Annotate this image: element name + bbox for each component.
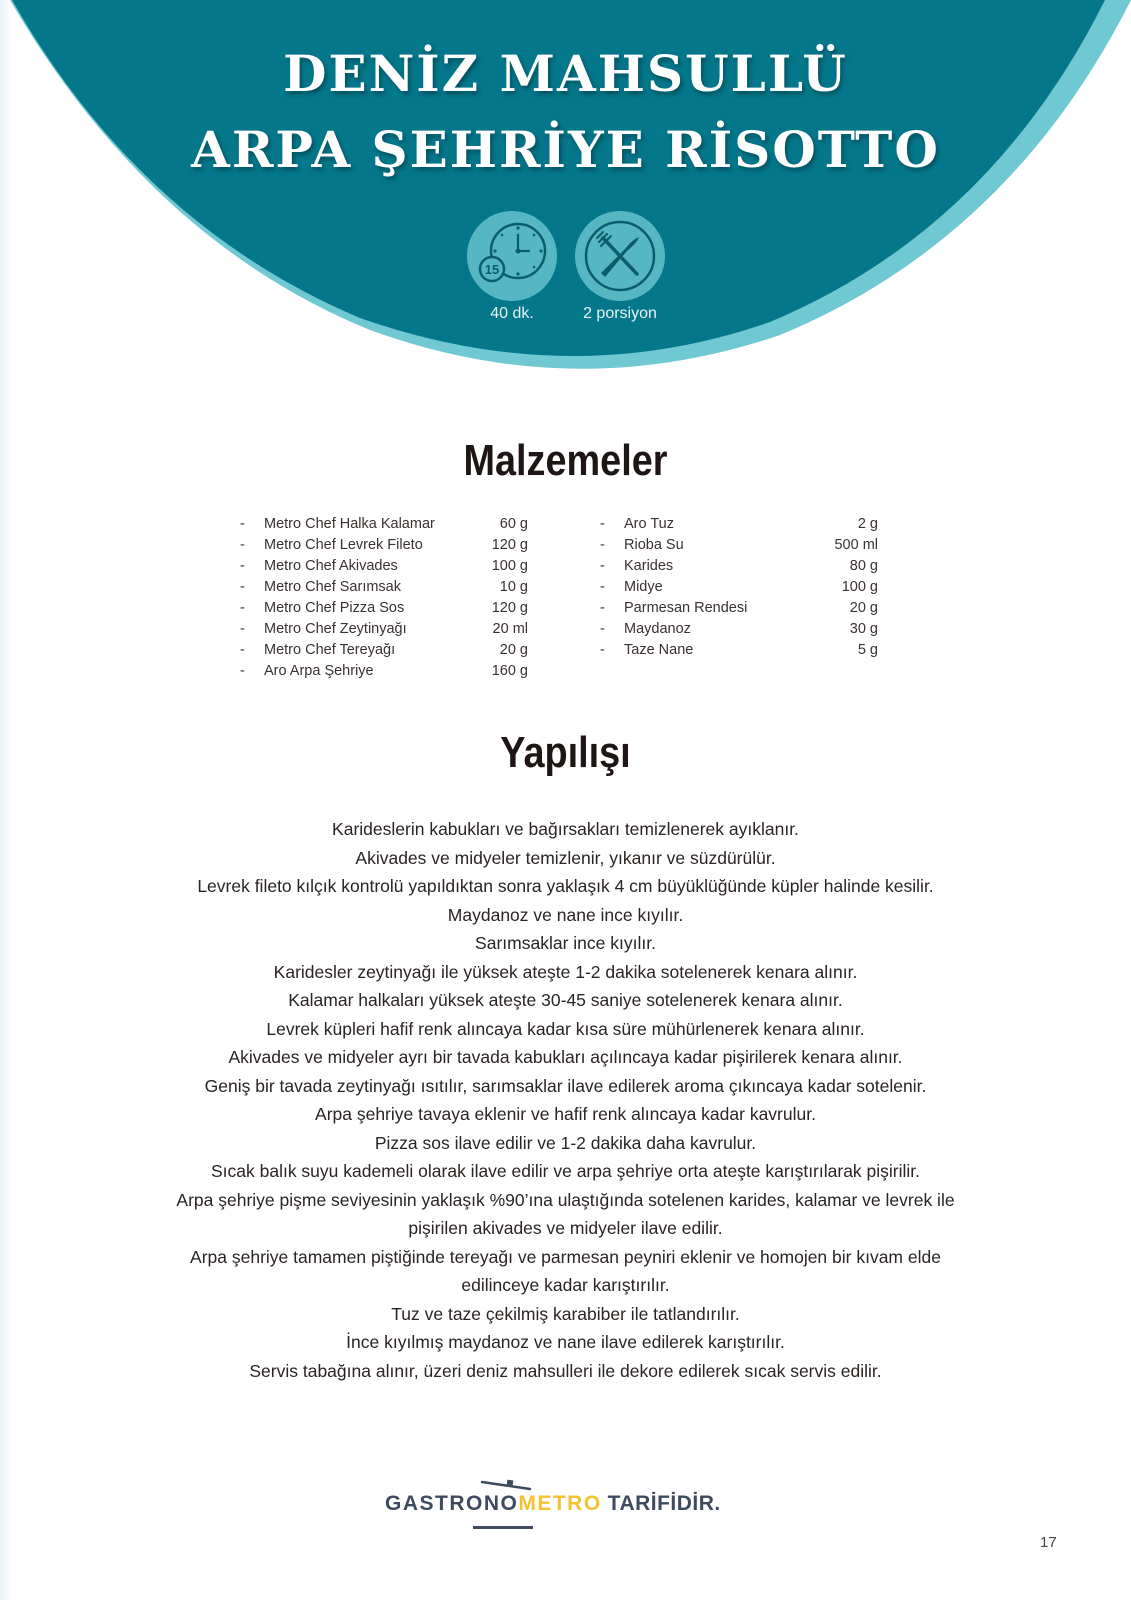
logo-underline — [473, 1526, 533, 1529]
method-step: Arpa şehriye tavaya eklenir ve hafif renk alıncaya kadar kavrulur. — [315, 1104, 816, 1124]
gastronometro-logo — [385, 1484, 725, 1544]
ingredient-quantity: 120 g — [491, 600, 528, 616]
ingredient-dash: - — [600, 537, 605, 553]
ingredient-quantity: 5 g — [857, 642, 878, 658]
ingredient-quantity: 30 g — [849, 621, 878, 637]
ingredient-item — [240, 661, 528, 682]
ingredient-dash: - — [240, 600, 245, 616]
ingredient-quantity: 500 ml — [834, 537, 878, 553]
ingredient-item — [600, 598, 878, 619]
ingredient-dash: - — [600, 621, 605, 637]
time-badge-number: 15 — [484, 262, 500, 277]
logo-text — [385, 1492, 721, 1516]
ingredient-dash: - — [240, 558, 245, 574]
ingredient-item — [240, 577, 528, 598]
recipe-title-line2: ARPA ŞEHRİYE RİSOTTO — [191, 120, 940, 179]
page-number: 17 — [1040, 1534, 1057, 1551]
time-label: 40 dk. — [490, 305, 534, 322]
method-step: Maydanoz ve nane ince kıyılır. — [447, 904, 684, 925]
ingredient-name: Taze Nane — [624, 642, 694, 658]
ingredient-item — [240, 535, 528, 556]
ingredient-item — [240, 556, 528, 577]
ingredient-quantity: 20 g — [499, 642, 528, 658]
method-step: Arpa şehriye tamamen piştiğinde tereyağı ve parmesan peyniri eklenir ve homojen bir kıvam elde edilinceye kadar karıştırılır. — [190, 1246, 941, 1295]
method-step: Levrek küpleri hafif renk alıncaya kadar kısa süre mühürlenerek kenara alınır. — [266, 1018, 865, 1039]
ingredient-dash: - — [240, 579, 245, 595]
ingredient-item — [600, 619, 878, 640]
ingredient-item — [600, 514, 878, 535]
ingredient-quantity: 20 g — [849, 600, 878, 616]
ingredient-dash: - — [240, 663, 245, 679]
ingredient-quantity: 120 g — [491, 537, 528, 553]
logo-gastrono: GASTRONO — [385, 1492, 519, 1515]
ingredient-item — [600, 577, 878, 598]
ingredient-item — [600, 556, 878, 577]
ingredient-name: Metro Chef Zeytinyağı — [264, 621, 407, 637]
ingredient-quantity: 60 g — [499, 516, 528, 532]
ingredient-item — [240, 598, 528, 619]
logo-tarifidir: TARİFİDİR. — [607, 1492, 721, 1515]
ingredient-name: Metro Chef Sarımsak — [264, 579, 401, 595]
ingredient-dash: - — [600, 558, 605, 574]
ingredient-name: Parmesan Rendesi — [624, 600, 748, 616]
ingredient-item — [600, 535, 878, 556]
ingredients-heading: Malzemeler — [463, 436, 668, 485]
recipe-title-line1: DENİZ MAHSULLÜ — [283, 44, 848, 103]
ingredient-name: Rioba Su — [624, 537, 684, 553]
ingredient-quantity: 20 ml — [492, 621, 528, 637]
method-step: Servis tabağına alınır, üzeri deniz mahsulleri ile dekore edilerek sıcak servis edilir. — [249, 1360, 882, 1381]
ingredient-dash: - — [240, 537, 245, 553]
logo-metro: METRO — [518, 1492, 602, 1515]
ingredient-quantity: 10 g — [499, 579, 528, 595]
ingredient-dash: - — [600, 579, 605, 595]
fork-knife-icon — [575, 211, 665, 301]
ingredient-quantity: 100 g — [491, 558, 528, 574]
method-step: Arpa şehriye pişme seviyesinin yaklaşık %90’ına ulaştığında sotelenen karides, kalamar ve levrek ile pişirilen akivades ve midyeler ilave edilir. — [176, 1189, 955, 1238]
method-step: İnce kıyılmış maydanoz ve nane ilave edilerek karıştırılır. — [346, 1332, 785, 1352]
ingredient-dash: - — [240, 621, 245, 637]
ingredient-name: Metro Chef Levrek Fileto — [264, 537, 423, 553]
method-step: Geniş bir tavada zeytinyağı ısıtılır, sarımsaklar ilave edilerek aroma çıkıncaya kadar sotelenir. — [204, 1075, 927, 1096]
ingredient-name: Metro Chef Akivades — [264, 558, 398, 574]
portion-label: 2 porsiyon — [583, 305, 657, 322]
method-step: Akivades ve midyeler ayrı bir tavada kabukları açılıncaya kadar pişirilerek kenara alınır. — [228, 1047, 903, 1067]
method-step: Sarımsaklar ince kıyılır. — [475, 933, 656, 953]
method-step: Pizza sos ilave edilir ve 1-2 dakika daha kavrulur. — [374, 1132, 757, 1153]
ingredient-item — [240, 640, 528, 661]
method-step: Tuz ve taze çekilmiş karabiber ile tatlandırılır. — [391, 1303, 740, 1324]
ingredient-item — [600, 640, 878, 661]
method-step: Karidesler zeytinyağı ile yüksek ateşte 1-2 dakika sotelenerek kenara alınır. — [273, 961, 858, 982]
ingredient-quantity: 100 g — [841, 579, 878, 595]
ingredient-name: Metro Chef Pizza Sos — [264, 600, 405, 616]
ingredient-quantity: 80 g — [849, 558, 878, 574]
ingredient-quantity: 160 g — [491, 663, 528, 679]
ingredient-name: Metro Chef Tereyağı — [264, 642, 396, 658]
method-step: Akivades ve midyeler temizlenir, yıkanır ve süzdürülür. — [355, 847, 776, 868]
method-steps — [150, 815, 981, 1385]
method-step: Levrek fileto kılçık kontrolü yapıldıktan sonra yaklaşık 4 cm büyüklüğünde küpler halinde kesilir. — [197, 876, 934, 896]
ingredient-dash: - — [600, 516, 605, 532]
clock-icon — [467, 211, 557, 301]
method-step: Sıcak balık suyu kademeli olarak ilave edilir ve arpa şehriye orta ateşte karıştırılarak pişirilir. — [210, 1161, 921, 1181]
ingredient-item — [240, 514, 528, 535]
ingredient-name: Metro Chef Halka Kalamar — [264, 516, 435, 532]
ingredient-name: Maydanoz — [624, 621, 691, 637]
ingredients-list-left — [240, 514, 528, 682]
method-heading: Yapılışı — [500, 728, 631, 777]
ingredient-name: Aro Tuz — [624, 516, 674, 532]
ingredient-name: Aro Arpa Şehriye — [264, 663, 374, 679]
ingredient-name: Karides — [624, 558, 674, 574]
ingredient-dash: - — [240, 516, 245, 532]
ingredient-dash: - — [240, 642, 245, 658]
ingredients-list-right — [600, 514, 878, 661]
ingredient-quantity: 2 g — [857, 516, 878, 532]
method-step: Kalamar halkaları yüksek ateşte 30-45 saniye sotelenerek kenara alınır. — [288, 990, 843, 1010]
ingredient-dash: - — [600, 600, 605, 616]
ingredient-name: Midye — [624, 579, 663, 595]
ingredient-item — [240, 619, 528, 640]
method-step: Karideslerin kabukları ve bağırsakları temizlenerek ayıklanır. — [332, 819, 799, 839]
ingredient-dash: - — [600, 642, 605, 658]
